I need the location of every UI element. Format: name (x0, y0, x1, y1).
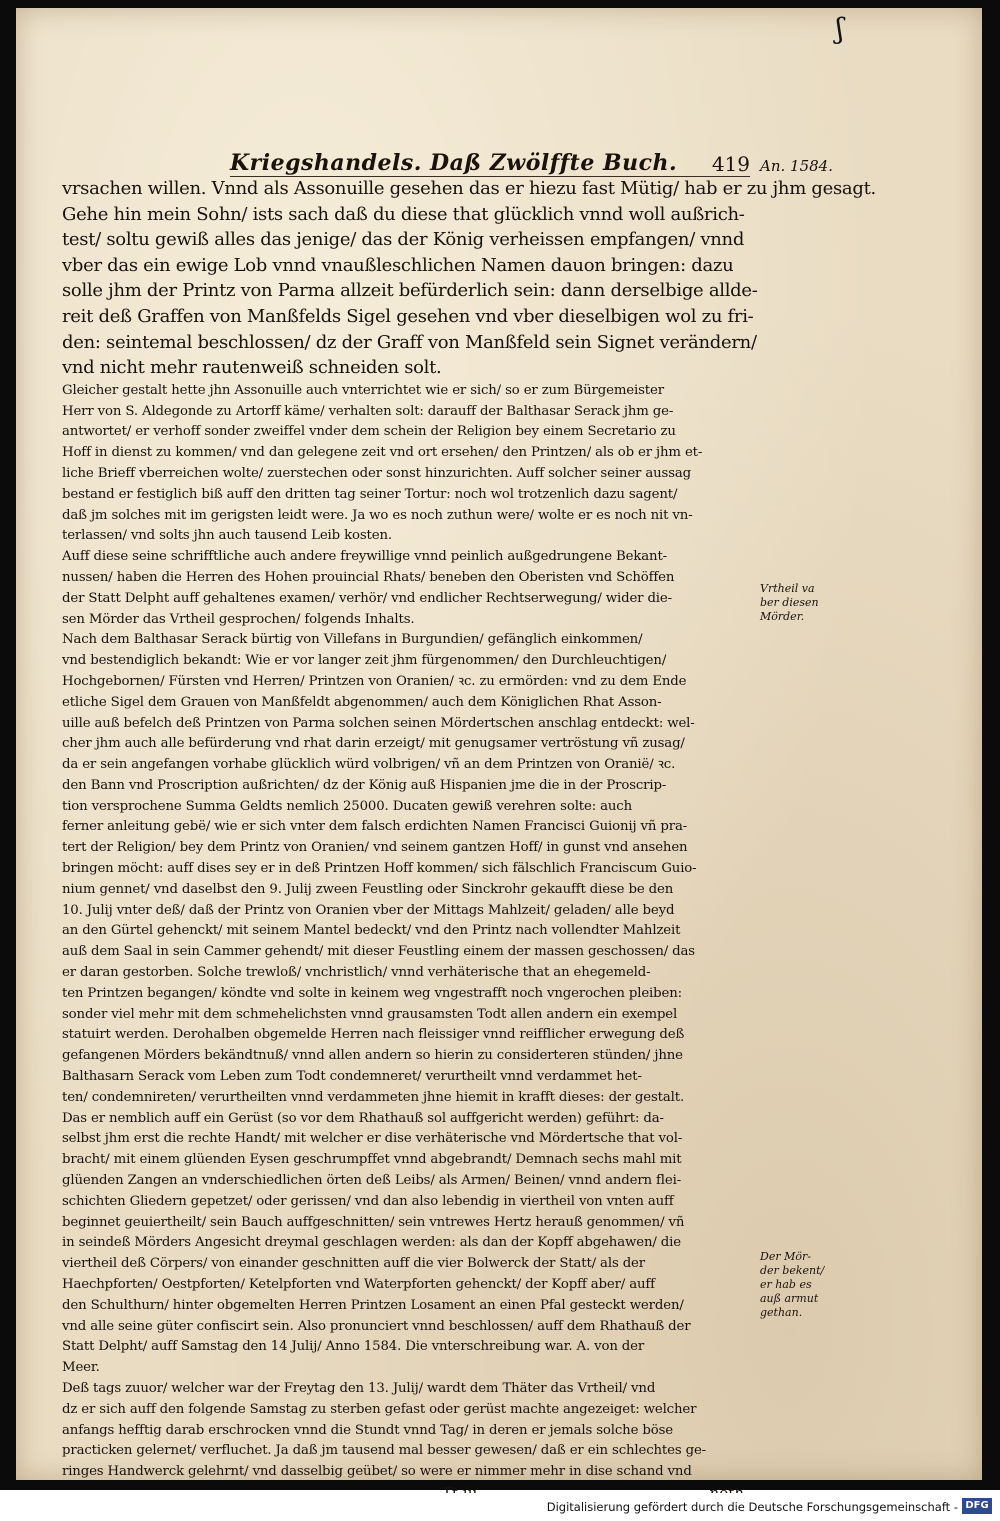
text-line: nium gennet/ vnd daselbst den 9. Julij zween Feustling oder Sinckrohr gekaufft diese be den (62, 881, 674, 897)
regular-type-passage (62, 381, 744, 1483)
sidenote-line: ber diesen (760, 596, 819, 609)
text-line: tert der Religion/ bey dem Printz von Oranien/ vnd seinem gantzen Hoff/ in gunst vnd ansehen (62, 840, 688, 856)
text-line: er daran gestorben. Solche trewloß/ vnchristlich/ vnnd verhäterische that an ehegemeld- (62, 965, 651, 981)
text-line: beginnet geuiertheilt/ sein Bauch auffgeschnitten/ sein vntrewes Hertz herauß genommen/ vñ (62, 1214, 685, 1230)
year-margin-note: An. 1584. (760, 157, 833, 175)
text-line: den Bann vnd Proscription außrichten/ dz der König auß Hispanien jme die in der Proscrip- (62, 777, 667, 793)
text-line: selbst jhm erst die rechte Handt/ mit welcher er dise verhäterische vnd Mördertsche that vol- (62, 1131, 683, 1147)
text-line: uille auß befelch deß Printzen von Parma solchen seinen Mördertschen anschlag entdeckt: wel- (62, 715, 695, 731)
text-line: schichten Gliedern gepetzet/ oder gerissen/ vnd dan also lebendig in viertheil von vnten auff (62, 1193, 674, 1209)
text-line: vrsachen willen. Vnnd als Assonuille gesehen das er hiezu fast Mütig/ hab er zu jhm gesagt. (62, 178, 876, 199)
text-line: sen Mörder das Vrtheil gesprochen/ folgends Inhalts. (62, 611, 415, 627)
text-line: nussen/ haben die Herren des Hohen prouincial Rhats/ beneben den Oberisten vnd Schöffen (62, 569, 675, 585)
sidenote-line: Mörder. (760, 610, 805, 623)
text-line: dz er sich auff den folgende Samstag zu sterben gefast oder gerüst machte angezeiget: welcher (62, 1401, 697, 1417)
text-line: Auff diese seine schrifftliche auch andere freywillige vnnd peinlich außgedrungene Bekant- (62, 549, 667, 565)
text-line: vber das ein ewige Lob vnnd vnaußleschlichen Namen dauon bringen: dazu (62, 254, 734, 276)
text-line: Meer. (62, 1360, 100, 1376)
sidenote-line: Vrtheil va (760, 582, 815, 595)
text-line: Hoff in dienst zu kommen/ vnd dan gelegene zeit vnd ort ersehen/ den Printzen/ als ob er jhm et- (62, 445, 703, 461)
sidenote-confession (760, 1250, 852, 1320)
page-number: 419 (711, 152, 750, 176)
text-line: viertheil deß Cörpers/ von einander geschnitten auff die vier Bolwerck der Statt/ als der (62, 1256, 645, 1272)
text-line: terlassen/ vnd solts jhn auch tausend Leib kosten. (62, 528, 392, 544)
page-header (230, 140, 750, 177)
text-line: ferner anleitung gebë/ wie er sich vnter dem falsch erdichten Namen Francisci Guionij vñ pra- (62, 819, 688, 835)
sidenote-line: gethan. (760, 1306, 803, 1319)
funding-credit: Digitalisierung gefördert durch die Deutsche Forschungsgemeinschaft - (546, 1500, 958, 1514)
text-line: practicken gelernet/ verfluchet. Ja daß jm tausend mal besser gewesen/ daß er ein schlechtes ge- (62, 1443, 707, 1459)
text-line: tion versprochene Summa Geldts nemlich 25000. Ducaten gewiß verehren solte: auch (62, 798, 633, 814)
text-line: Haechpforten/ Oestpforten/ Ketelpforten vnd Waterpforten gehenckt/ der Kopff aber/ auff (62, 1277, 655, 1293)
text-line: Gehe hin mein Sohn/ ists sach daß du diese that glücklich vnnd woll außrich- (62, 203, 745, 225)
large-type-passage (62, 176, 876, 381)
text-line: antwortet/ er verhoff sonder zweiffel vnder dem schein der Religion bey einem Secretario zu (62, 424, 676, 440)
sidenote-line: er hab es (760, 1278, 812, 1291)
text-line: solle jhm der Printz von Parma allzeit befürderlich sein: dann derselbige allde- (62, 280, 758, 302)
text-line: cher jhm auch alle befürderung vnd rhat darin erzeigt/ mit genugsamer vertröstung vñ zusag/ (62, 736, 685, 752)
text-line: vnd alle seine güter confiscirt sein. Also pronunciert vnnd beschlossen/ auff dem Rhathauß der (62, 1318, 691, 1334)
text-line: vnd bestendiglich bekandt: Wie er vor langer zeit jhm fürgenommen/ den Durchleuchtigen/ (62, 653, 667, 669)
text-line: statuirt werden. Derohalben obgemelde Herren nach fleissiger vnnd reifflicher erwegung deß (62, 1027, 685, 1043)
text-line: 10. Julij vnter deß/ daß der Printz von Oranien vber der Mittags Mahlzeit/ geladen/ alle beyd (62, 902, 675, 918)
text-line: auß dem Saal in sein Cammer gehendt/ mit dieser Feustling einem der massen geschossen/ das (62, 944, 695, 960)
text-line: Deß tags zuuor/ welcher war der Freytag den 13. Julij/ wardt dem Thäter das Vrtheil/ vnd (62, 1381, 656, 1396)
text-line: da er sein angefangen vorhabe glücklich würd volbrigen/ vñ an dem Printzen von Oranië/ ꝛc. (62, 757, 676, 773)
text-line: ringes Handwerck gelehrnt/ vnd dasselbig geübet/ so were er nimmer mehr in dise schand vnd (62, 1464, 692, 1480)
text-line: bestand er festiglich biß auff den dritten tag seiner Tortur: noch wol trotzenlich dazu sagent/ (62, 486, 678, 502)
text-line: an den Gürtel gehenckt/ mit seinem Mantel bedeckt/ vnd den Printz nach vollendter Mahlzeit (62, 923, 681, 939)
text-line: Herr von S. Aldegonde zu Artorff käme/ verhalten solt: darauff der Balthasar Serack jhm ge- (62, 403, 674, 419)
text-line: vnd nicht mehr rautenweiß schneiden solt. (62, 357, 442, 379)
text-line: Balthasarn Serack vom Leben zum Todt condemneret/ verurtheilt vnnd verdammet het- (62, 1069, 642, 1085)
sidenote-verdict (760, 582, 852, 624)
sidenote-line: auß armut (760, 1292, 819, 1305)
sidenote-line: Der Mör- (760, 1250, 811, 1263)
text-line: Hochgebornen/ Fürsten vnd Herren/ Printzen von Oranien/ ꝛc. zu ermörden: vnd zu dem Ende (62, 673, 687, 689)
footer-bar (0, 1493, 1000, 1521)
text-line: Statt Delpht/ auff Samstag den 14 Julij/ Anno 1584. Die vnterschreibung war. A. von der (62, 1339, 645, 1355)
text-line: in seindeß Mörders Angesicht dreymal geschlagen werden: als dan der Kopff abgehawen/ die (62, 1235, 681, 1251)
text-line: liche Brieff vberreichen wolte/ zuerstechen oder sonst hinzurichten. Auff solcher seiner aussag (62, 465, 692, 481)
sidenote-line: der bekent/ (760, 1264, 825, 1277)
text-line: anfangs hefftig darab erschrocken vnnd die Stundt vnnd Tag/ in deren er jemals solche böse (62, 1422, 674, 1438)
text-line: test/ soltu gewiß alles das jenige/ das der König verheissen empfangen/ vnnd (62, 229, 745, 251)
text-line: Nach dem Balthasar Serack bürtig von Villefans in Burgundien/ gefänglich einkommen/ (62, 632, 643, 648)
text-line: gefangenen Mörders bekändtnuß/ vnnd allen andern so hierin zu considerteren stünden/ jhne (62, 1048, 683, 1064)
text-line: bringen möcht: auff dises sey er in deß Printzen Hoff kommen/ sich fälschlich Franciscum Guio- (62, 861, 697, 877)
text-line: den Schulthurn/ hinter obgemelten Herren Printzen Losament an einen Pfal gesteckt werden/ (62, 1297, 684, 1313)
text-line: reit deß Graffen von Manßfelds Sigel gesehen vnd vber dieselbigen wol zu fri- (62, 305, 754, 327)
text-line: glüenden Zangen an vnderschiedlichen örten deß Leibs/ als Armen/ Beinen/ vnnd andern flei- (62, 1173, 682, 1189)
text-line: den: seintemal beschlossen/ dz der Graff von Manßfeld sein Signet verändern/ (62, 331, 757, 353)
text-line: Gleicher gestalt hette jhn Assonuille auch vnterrichtet wie er sich/ so er zum Bürgemeister (62, 382, 664, 398)
text-line: daß jm solches mit im gerigsten leidt were. Ja wo es noch zuthun were/ wolte er es noch nit vn- (62, 507, 693, 523)
text-line: der Statt Delpht auff gehaltenes examen/ verhör/ vnd endlicher Rechtserwegung/ wider die- (62, 590, 672, 606)
text-line: ten Printzen begangen/ köndte vnd solte in keinem weg vngestrafft noch vngerochen pleiben: (62, 985, 682, 1001)
text-line: sonder viel mehr mit dem schmehelichsten vnnd grausamsten Todt allen andern ein exempel (62, 1006, 678, 1022)
text-line: ten/ condemnireten/ verurtheilten vnnd verdammeten jhne hiemit in krafft dieses: der gestalt. (62, 1089, 685, 1105)
running-title: Kriegshandels. Daß Zwölffte Buch. (230, 150, 678, 176)
text-line: Das er nemblich auff ein Gerüst (so vor dem Rhathauß sol auffgericht werden) geführt: da- (62, 1110, 664, 1126)
dfg-logo-icon: DFG (962, 1498, 992, 1514)
ink-mark: ʃ (836, 12, 844, 45)
text-line: bracht/ mit einem glüenden Eysen geschrumpffet vnnd abgebrandt/ Demnach sechs mahl mit (62, 1152, 682, 1168)
text-line: etliche Sigel dem Grauen von Manßfeldt abgenommen/ auch dem Königlichen Rhat Asson- (62, 694, 662, 710)
